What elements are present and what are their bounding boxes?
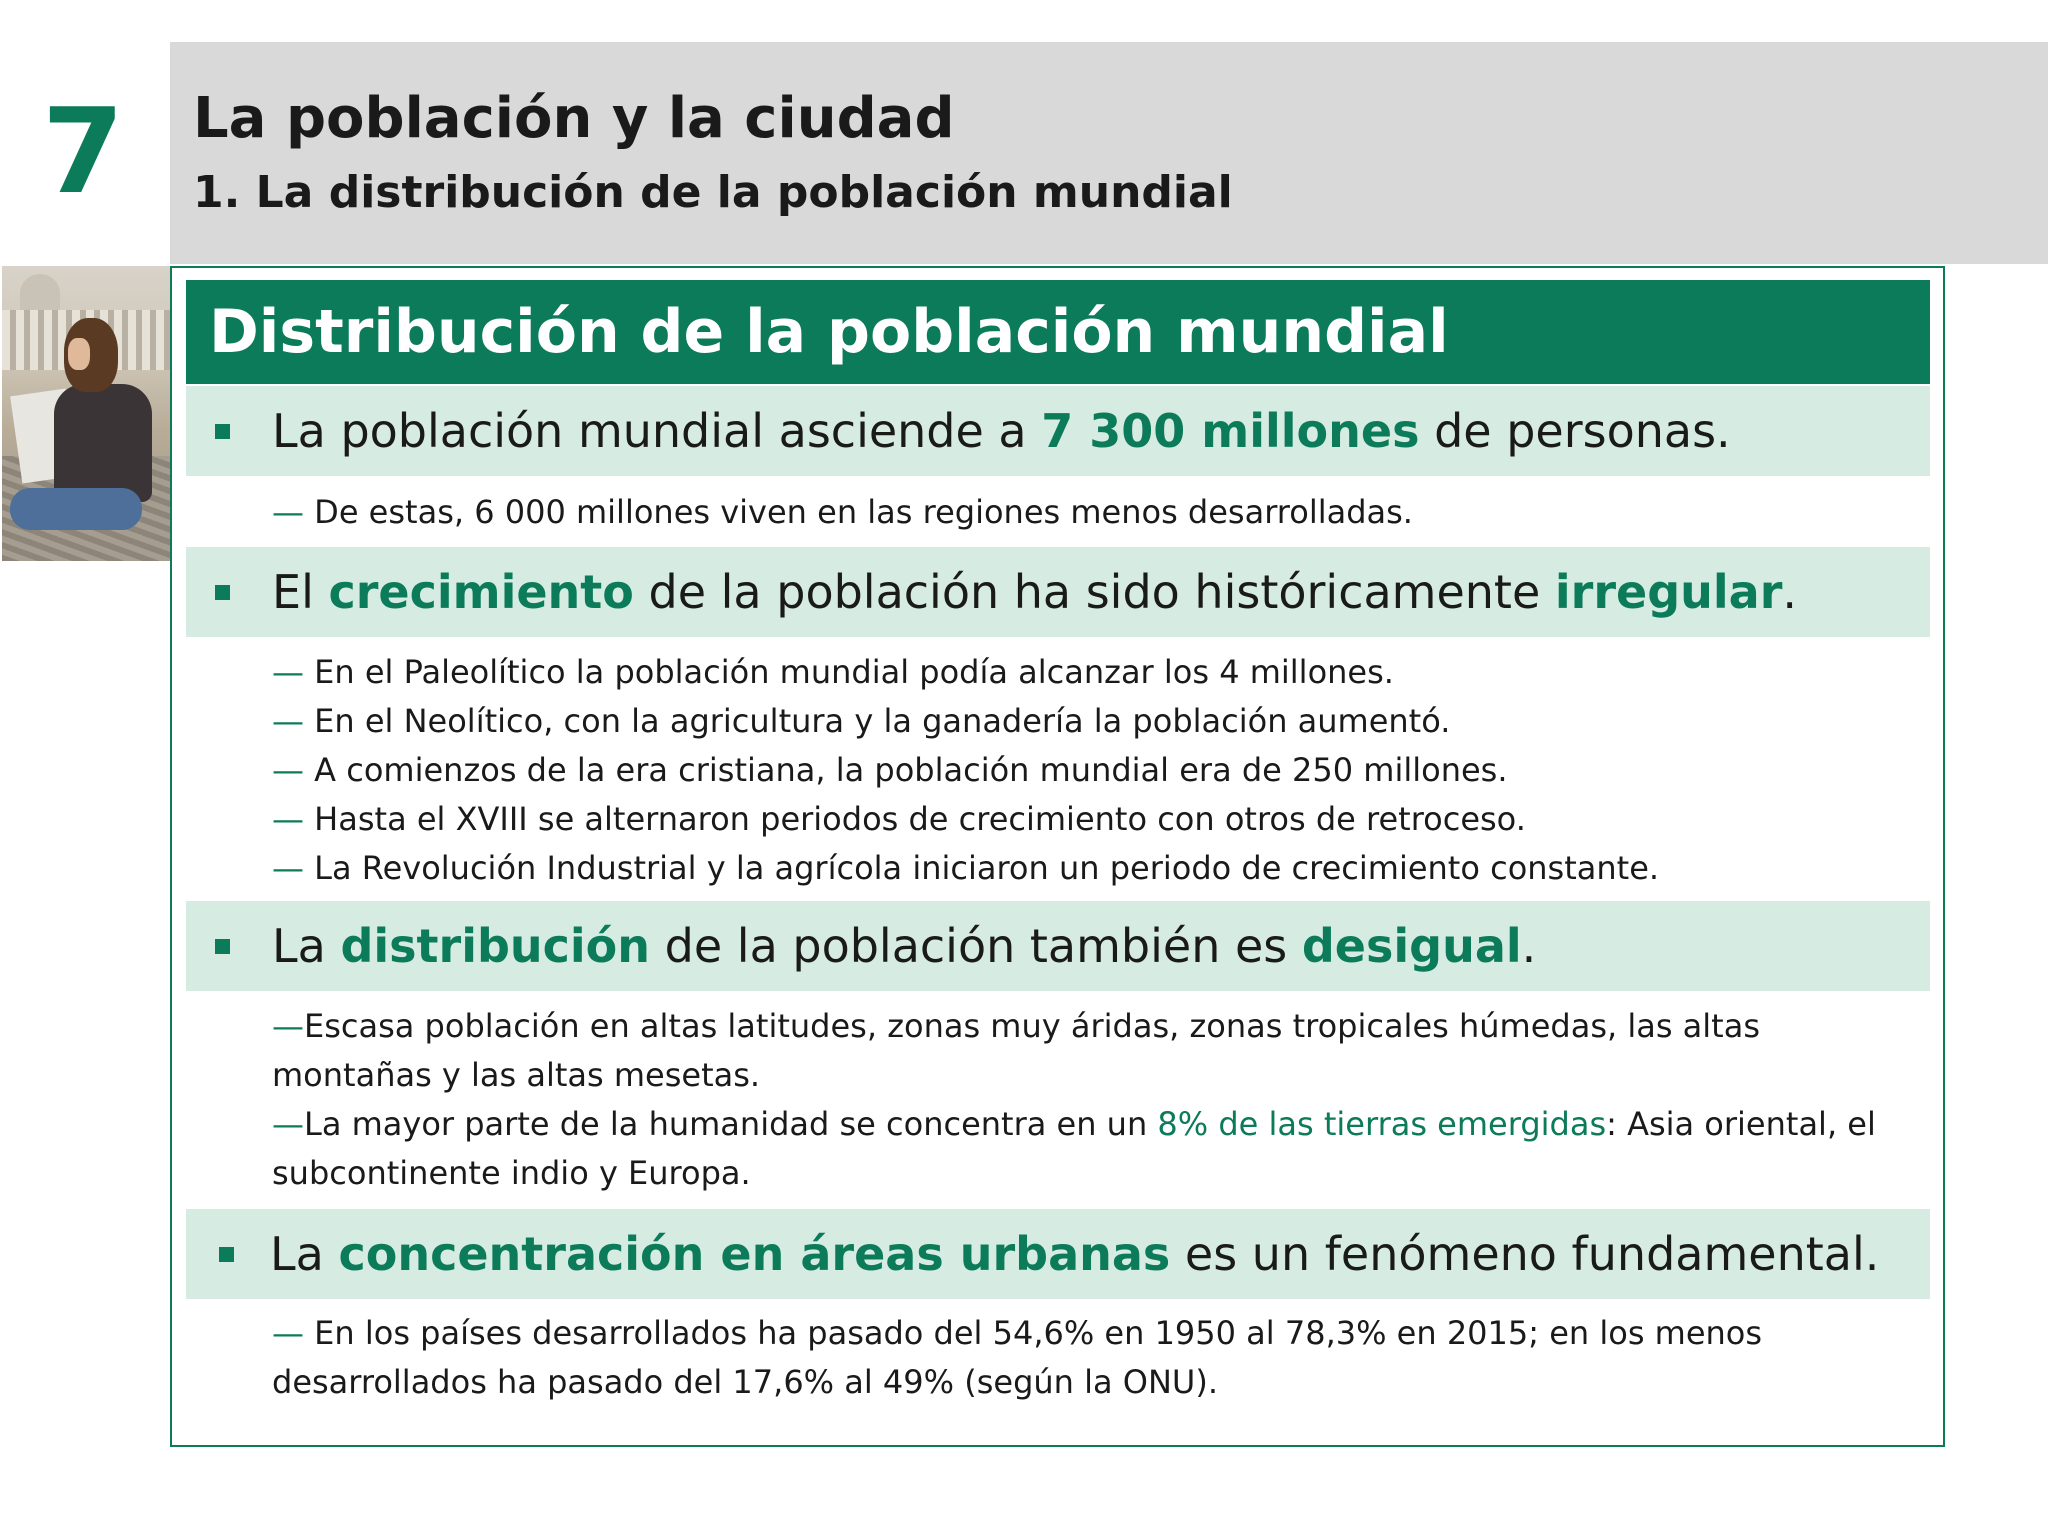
dash-icon: — [272,1314,304,1352]
page-title: La población y la ciudad [193,86,955,151]
sub-item [272,795,1912,844]
bullet-row-1 [186,386,1930,476]
photo-person-legs [10,488,142,530]
bullet-highlight: concentración en áreas urbanas [338,1227,1171,1281]
sub-item [272,1309,1912,1407]
sub-item-text: En los países desarrollados ha pasado del 54,6% en 1950 al 78,3% en 2015; en los menos desarrollados ha pasado del 17,6% al 49% (según la ONU). [272,1314,1763,1401]
bullet-text-part: La población mundial asciende a [272,404,1042,458]
bullet-text-part: . [1521,919,1537,973]
dash-icon: — [272,751,304,789]
sub-item-text: Escasa población en altas latitudes, zonas muy áridas, zonas tropicales húmedas, las altas montañas y las altas mesetas. [272,1007,1760,1094]
bullet-text-part: La [272,919,341,973]
sub-item-highlight: 8% de las tierras emergidas [1157,1105,1607,1143]
bullet-highlight: distribución [340,919,651,973]
dash-icon: — [272,653,304,691]
bullet-text [270,1209,1879,1299]
sub-item [272,1100,1912,1198]
photo-dome [20,274,60,312]
sub-item-text: Hasta el XVIII se alternaron periodos de crecimiento con otros de retroceso. [314,800,1526,838]
sub-item [272,648,1912,697]
sub-item-text: En el Neolítico, con la agricultura y la ganadería la población aumentó. [314,702,1451,740]
dash-icon: — [272,849,304,887]
sub-item [272,844,1912,893]
bullet-text [272,386,1731,476]
dash-icon: — [272,800,304,838]
bullet-highlight: 7 300 millones [1041,404,1420,458]
bullet-text-part: es un fenómeno fundamental. [1170,1227,1880,1281]
bullet-row-4 [186,1209,1930,1299]
bullet-text-part: La [270,1227,339,1281]
sub-item [272,697,1912,746]
photo-woman-reading-map [2,266,170,561]
bullet-text-part: de la población ha sido históricamente [633,565,1555,619]
sub-item-text: La mayor parte de la humanidad se concentra en un [304,1105,1158,1143]
sub-item-text: : Asia oriental, el subcontinente indio y Europa. [272,1105,1876,1192]
photo-person-body [54,384,152,502]
bullet-highlight: desigual [1301,919,1522,973]
dash-icon: — [272,1105,304,1143]
bullet-square-icon [215,939,230,954]
bullet-square-icon [219,1247,234,1262]
sub-item-text: En el Paleolítico la población mundial podía alcanzar los 4 millones. [314,653,1394,691]
bullet-text [272,547,1797,637]
bullet-text-part: de personas. [1419,404,1731,458]
bullet-row-2 [186,547,1930,637]
header-band [170,42,2048,264]
bullet-row-3 [186,901,1930,991]
dash-icon: — [272,1007,304,1045]
dash-icon: — [272,493,304,531]
bullet-square-icon [215,585,230,600]
sub-item [272,746,1912,795]
sub-item-text: La Revolución Industrial y la agrícola iniciaron un periodo de crecimiento constante. [314,849,1660,887]
dash-icon: — [272,702,304,740]
sub-item-text: A comienzos de la era cristiana, la población mundial era de 250 millones. [314,751,1508,789]
section-title: Distribución de la población mundial [186,280,1930,384]
bullet-highlight: irregular [1554,565,1783,619]
bullet-text [272,901,1536,991]
sub-item-text: De estas, 6 000 millones viven en las regiones menos desarrolladas. [314,493,1413,531]
bullet-highlight: crecimiento [328,565,634,619]
page-subtitle: 1. La distribución de la población mundial [193,167,1233,218]
bullet-text-part: de la población también es [650,919,1302,973]
bullet-square-icon [215,424,230,439]
bullet-text-part: . [1782,565,1798,619]
sub-item [272,1002,1912,1100]
photo-person-face [68,338,90,370]
unit-number: 7 [42,82,125,220]
bullet-text-part: El [272,565,329,619]
sub-item [272,488,1912,537]
